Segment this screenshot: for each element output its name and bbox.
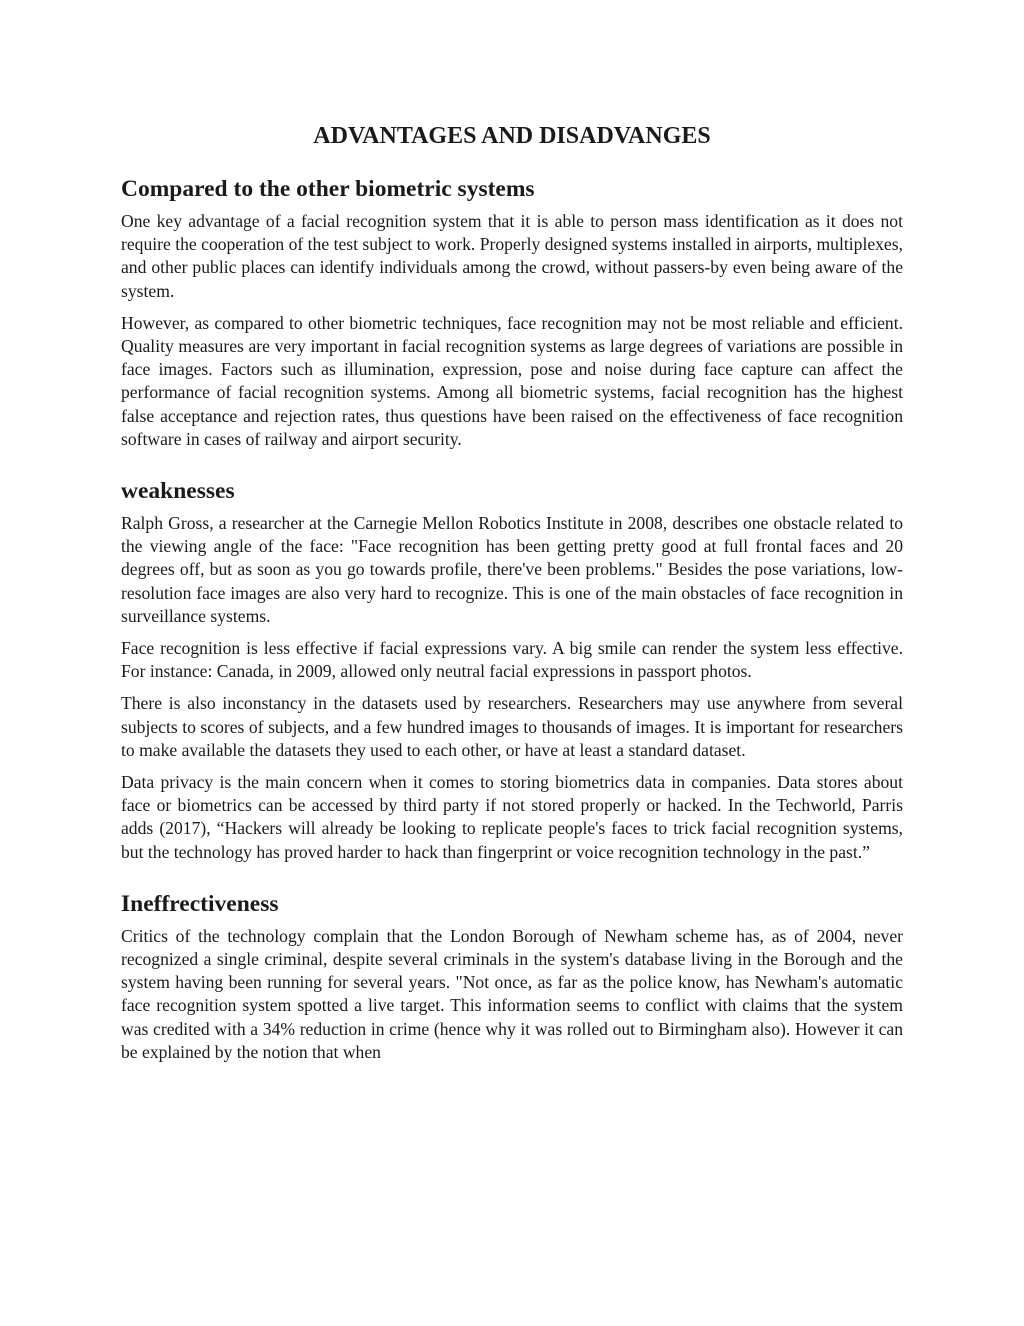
document-title: ADVANTAGES AND DISADVANGES — [313, 123, 711, 149]
paragraph: However, as compared to other biometric techniques, face recognition may not be most reliable and efficient. Quality measures are very important in facial recognition systems as large degrees of variations are possible in face images. Factors such as illumination, expression, pose and noise during face capture can affect the performance of facial recognition systems. Among all biometric systems, facial recognition has the highest false acceptance and rejection rates, thus questions have been raised on the effectiveness of face recognition software in cases of railway and airport security. — [121, 312, 903, 449]
section-heading: Ineffrectiveness — [121, 890, 279, 917]
section-heading: weaknesses — [121, 478, 235, 505]
paragraph: Critics of the technology complain that the London Borough of Newham scheme has, as of 2004, never recognized a single criminal, despite several criminals in the system's database living in the Borough and the system having been running for several years. "Not once, as far as the police know, has Newham's automatic face recognition system spotted a live target. This information seems to conflict with claims that the system was credited with a 34% reduction in crime (hence why it was rolled out to Birmingham also). However it can be explained by the notion that when — [121, 925, 903, 1062]
paragraph: One key advantage of a facial recognition system that it is able to person mass identification as it does not require the cooperation of the test subject to work. Properly designed systems installed in airports, multiplexes, and other public places can identify individuals among the crowd, without passers-by even being aware of the system. — [121, 211, 903, 301]
paragraph: Ralph Gross, a researcher at the Carnegie Mellon Robotics Institute in 2008, describes one obstacle related to the viewing angle of the face: "Face recognition has been getting pretty good at full frontal faces and 20 degrees off, but as soon as you go towards profile, there've been problems." Besides the pose variations, low-resolution face images are also very hard to recognize. This is one of the main obstacles of face recognition in surveillance systems. — [121, 513, 903, 626]
document-page — [121, 118, 903, 1073]
paragraph: There is also inconstancy in the datasets used by researchers. Researchers may use anywhere from several subjects to scores of subjects, and a few hundred images to thousands of images. It is important for researchers to make available the datasets they used to each other, or have at least a standard dataset. — [121, 693, 903, 760]
paragraph: Face recognition is less effective if facial expressions vary. A big smile can render the system less effective. For instance: Canada, in 2009, allowed only neutral facial expressions in passport photos. — [121, 638, 903, 682]
section-heading: Compared to the other biometric systems — [121, 176, 535, 202]
section-weaknesses — [121, 476, 903, 864]
section-comparison — [121, 174, 903, 451]
section-ineffectiveness — [121, 889, 903, 1064]
paragraph: Data privacy is the main concern when it comes to storing biometrics data in companies. Data stores about face or biometrics can be accessed by third party if not stored properly or hacked. In the Techworld, Parris adds (2017), “Hackers will already be looking to replicate people's faces to trick facial recognition systems, but the technology has proved harder to hack than fingerprint or voice recognition technology in the past.” — [121, 772, 903, 862]
